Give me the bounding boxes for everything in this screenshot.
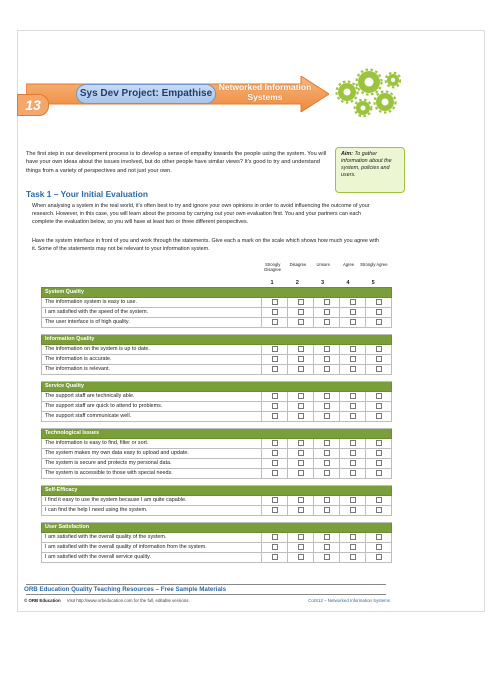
rating-checkbox[interactable]	[350, 440, 356, 446]
rating-checkbox[interactable]	[350, 497, 356, 503]
rating-cell	[262, 355, 288, 365]
rating-checkbox[interactable]	[298, 544, 304, 550]
rating-cell	[262, 533, 288, 543]
rating-cell	[314, 469, 340, 479]
footer-copyright: © ORB Education	[24, 598, 61, 603]
rating-checkbox[interactable]	[272, 450, 278, 456]
rating-checkbox[interactable]	[272, 440, 278, 446]
rating-cell	[288, 506, 314, 516]
rating-cell	[340, 496, 366, 506]
rating-cell	[262, 308, 288, 318]
rating-checkbox[interactable]	[272, 460, 278, 466]
rating-cell	[314, 439, 340, 449]
rating-cell	[262, 318, 288, 328]
rating-checkbox[interactable]	[350, 534, 356, 540]
rating-checkbox[interactable]	[324, 299, 330, 305]
rating-checkbox[interactable]	[272, 366, 278, 372]
gap-cell	[42, 422, 392, 429]
rating-cell	[288, 412, 314, 422]
rating-cell	[366, 469, 392, 479]
rating-checkbox[interactable]	[298, 497, 304, 503]
rating-checkbox[interactable]	[350, 366, 356, 372]
rating-cell	[340, 402, 366, 412]
rating-cell	[314, 308, 340, 318]
rating-checkbox[interactable]	[324, 544, 330, 550]
rating-cell	[314, 543, 340, 553]
rating-checkbox[interactable]	[272, 507, 278, 513]
statement-row	[42, 318, 392, 328]
rating-cell	[262, 298, 288, 308]
rating-checkbox[interactable]	[376, 356, 382, 362]
unit-name: Networked Information Systems	[218, 82, 312, 102]
rating-checkbox[interactable]	[376, 460, 382, 466]
gap-cell	[42, 375, 392, 382]
section-header-row	[42, 523, 392, 533]
rating-checkbox[interactable]	[272, 319, 278, 325]
rating-cell	[366, 412, 392, 422]
statement-text: The system makes my own data easy to upload and update.	[42, 449, 262, 459]
rating-checkbox[interactable]	[272, 497, 278, 503]
rating-checkbox[interactable]	[376, 534, 382, 540]
gears-icon	[333, 68, 401, 120]
rating-checkbox[interactable]	[272, 470, 278, 476]
rating-cell	[262, 496, 288, 506]
rating-checkbox[interactable]	[350, 393, 356, 399]
scale-number: 5	[371, 280, 375, 286]
rating-checkbox[interactable]	[324, 554, 330, 560]
statement-row	[42, 553, 392, 563]
rating-checkbox[interactable]	[350, 507, 356, 513]
rating-cell	[314, 412, 340, 422]
rating-cell	[262, 345, 288, 355]
statement-row	[42, 506, 392, 516]
scale-label: Strongly Disagree	[264, 262, 282, 272]
rating-checkbox[interactable]	[272, 356, 278, 362]
rating-cell	[366, 506, 392, 516]
section-header-row	[42, 486, 392, 496]
rating-checkbox[interactable]	[376, 309, 382, 315]
rating-cell	[314, 365, 340, 375]
section-title: System Quality	[42, 288, 392, 298]
rating-cell	[340, 412, 366, 422]
rating-cell	[288, 298, 314, 308]
rating-checkbox[interactable]	[298, 450, 304, 456]
rating-cell	[262, 543, 288, 553]
scale-label: Unsure	[316, 262, 330, 267]
statement-row	[42, 355, 392, 365]
rating-checkbox[interactable]	[350, 319, 356, 325]
rating-checkbox[interactable]	[324, 470, 330, 476]
rating-cell	[340, 365, 366, 375]
rating-checkbox[interactable]	[376, 403, 382, 409]
statement-row	[42, 533, 392, 543]
rating-cell	[262, 459, 288, 469]
rating-checkbox[interactable]	[324, 460, 330, 466]
rating-checkbox[interactable]	[324, 507, 330, 513]
rating-checkbox[interactable]	[350, 413, 356, 419]
rating-checkbox[interactable]	[350, 299, 356, 305]
statement-text: The support staff are technically able.	[42, 392, 262, 402]
statement-row	[42, 308, 392, 318]
rating-cell	[314, 392, 340, 402]
rating-checkbox[interactable]	[324, 413, 330, 419]
scale-number: 3	[321, 280, 325, 286]
rating-checkbox[interactable]	[324, 346, 330, 352]
statement-text: The information system is easy to use.	[42, 298, 262, 308]
rating-cell	[340, 392, 366, 402]
rating-checkbox[interactable]	[376, 366, 382, 372]
statement-text: The information is accurate.	[42, 355, 262, 365]
scale-number: 1	[270, 280, 274, 286]
rating-cell	[314, 449, 340, 459]
rating-checkbox[interactable]	[324, 497, 330, 503]
scale-label: Agree	[342, 262, 355, 267]
rating-cell	[340, 449, 366, 459]
rating-checkbox[interactable]	[350, 450, 356, 456]
section-header-row	[42, 288, 392, 298]
section-header-row	[42, 335, 392, 345]
rating-cell	[314, 345, 340, 355]
rating-checkbox[interactable]	[350, 554, 356, 560]
rating-checkbox[interactable]	[350, 544, 356, 550]
rating-checkbox[interactable]	[376, 319, 382, 325]
statement-text: The information is relevant.	[42, 365, 262, 375]
rating-cell	[340, 543, 366, 553]
statement-row	[42, 439, 392, 449]
rating-checkbox[interactable]	[324, 450, 330, 456]
section-gap	[42, 328, 392, 335]
rating-checkbox[interactable]	[272, 299, 278, 305]
rating-cell	[288, 469, 314, 479]
rating-checkbox[interactable]	[272, 554, 278, 560]
rating-checkbox[interactable]	[376, 413, 382, 419]
rating-checkbox[interactable]	[324, 440, 330, 446]
rating-cell	[262, 439, 288, 449]
aim-label: Aim:	[341, 151, 353, 157]
rating-cell	[366, 392, 392, 402]
task-paragraph-2: Have the system interface in front of you and work through the statements. Give each a mark on the scale which shows how much you agree with it. Some of the statements may not be relevant to your information system.	[32, 238, 379, 252]
gap-cell	[42, 479, 392, 486]
rating-cell	[340, 345, 366, 355]
rating-checkbox[interactable]	[324, 319, 330, 325]
rating-cell	[288, 355, 314, 365]
rating-cell	[288, 553, 314, 563]
rating-checkbox[interactable]	[350, 460, 356, 466]
aim-box	[335, 147, 405, 193]
rating-cell	[366, 298, 392, 308]
rating-cell	[340, 308, 366, 318]
rating-cell	[262, 412, 288, 422]
rating-cell	[262, 392, 288, 402]
statement-text: The support staff are quick to attend to problems.	[42, 402, 262, 412]
rating-checkbox[interactable]	[376, 346, 382, 352]
rating-cell	[366, 402, 392, 412]
rating-cell	[314, 298, 340, 308]
rating-cell	[366, 449, 392, 459]
rating-checkbox[interactable]	[324, 534, 330, 540]
statement-text: The system is secure and protects my personal data.	[42, 459, 262, 469]
section-gap	[42, 516, 392, 523]
rating-cell	[288, 308, 314, 318]
rating-checkbox[interactable]	[272, 393, 278, 399]
rating-cell	[340, 533, 366, 543]
rating-checkbox[interactable]	[298, 470, 304, 476]
statement-row	[42, 469, 392, 479]
rating-checkbox[interactable]	[376, 440, 382, 446]
footer-title: ORB Education Quality Teaching Resources – Free Sample Materials	[24, 586, 227, 593]
statement-text: I can find the help I need using the system.	[42, 506, 262, 516]
rating-cell	[340, 469, 366, 479]
footer-bar	[24, 598, 394, 603]
rating-cell	[340, 318, 366, 328]
rating-cell	[340, 553, 366, 563]
rating-checkbox[interactable]	[376, 299, 382, 305]
statement-row	[42, 402, 392, 412]
statement-row	[42, 298, 392, 308]
rating-checkbox[interactable]	[324, 356, 330, 362]
rating-cell	[288, 345, 314, 355]
rating-cell	[262, 449, 288, 459]
footer-course-code: CoIS12 – Networked Information Systems	[308, 598, 390, 603]
rating-cell	[314, 459, 340, 469]
statement-text: The system is accessible to those with special needs.	[42, 469, 262, 479]
rating-cell	[262, 553, 288, 563]
rating-cell	[314, 402, 340, 412]
rating-checkbox[interactable]	[324, 393, 330, 399]
rating-checkbox[interactable]	[272, 544, 278, 550]
task-paragraph-1: When analysing a system in the real world, it's often best to try and ignore your own opinions in order to avoid influencing the outcome of your research. However, in this case, you will learn about the process by carrying out your own evaluation first. You and your partners can each complete the evaluation below, so you will have at least two or three different perspectives.	[32, 203, 370, 225]
rating-checkbox[interactable]	[298, 356, 304, 362]
rating-cell	[288, 365, 314, 375]
rating-cell	[288, 449, 314, 459]
rating-cell	[314, 355, 340, 365]
statement-text: I find it easy to use the system because I am quite capable.	[42, 496, 262, 506]
rating-cell	[340, 506, 366, 516]
statement-row	[42, 365, 392, 375]
rating-cell	[288, 439, 314, 449]
rating-cell	[366, 543, 392, 553]
rating-cell	[366, 318, 392, 328]
statement-row	[42, 496, 392, 506]
section-title: Self-Efficacy	[42, 486, 392, 496]
rating-checkbox[interactable]	[298, 554, 304, 560]
statement-row	[42, 449, 392, 459]
rating-checkbox[interactable]	[298, 319, 304, 325]
statement-row	[42, 392, 392, 402]
section-title: User Satisfaction	[42, 523, 392, 533]
section-title: Information Quality	[42, 335, 392, 345]
statement-text: The information on the system is up to date.	[42, 345, 262, 355]
rating-checkbox[interactable]	[298, 366, 304, 372]
rating-checkbox[interactable]	[298, 309, 304, 315]
footer-divider	[26, 584, 386, 585]
section-title: Technological Issues	[42, 429, 392, 439]
statement-text: I am satisfied with the speed of the system.	[42, 308, 262, 318]
statement-text: The information is easy to find, filter or sort.	[42, 439, 262, 449]
statement-text: The support staff communicate well.	[42, 412, 262, 422]
statement-row	[42, 459, 392, 469]
rating-cell	[262, 365, 288, 375]
rating-checkbox[interactable]	[272, 309, 278, 315]
rating-checkbox[interactable]	[272, 346, 278, 352]
rating-checkbox[interactable]	[298, 440, 304, 446]
rating-checkbox[interactable]	[298, 346, 304, 352]
section-gap	[42, 422, 392, 429]
page-title: Sys Dev Project: Empathise	[76, 84, 216, 104]
rating-checkbox[interactable]	[376, 450, 382, 456]
section-gap	[42, 479, 392, 486]
section-gap	[42, 375, 392, 382]
rating-checkbox[interactable]	[272, 403, 278, 409]
rating-cell	[314, 553, 340, 563]
rating-cell	[288, 459, 314, 469]
rating-cell	[340, 298, 366, 308]
scale-number: 2	[295, 280, 299, 286]
rating-cell	[340, 439, 366, 449]
rating-cell	[366, 459, 392, 469]
statement-text: I am satisfied with the overall quality of information from the system.	[42, 543, 262, 553]
rating-cell	[262, 402, 288, 412]
rating-cell	[288, 318, 314, 328]
footer-divider	[26, 594, 386, 595]
rating-checkbox[interactable]	[324, 403, 330, 409]
rating-cell	[314, 318, 340, 328]
rating-checkbox[interactable]	[324, 309, 330, 315]
scale-label: Strongly Agree	[360, 262, 388, 267]
rating-cell	[340, 459, 366, 469]
statement-row	[42, 543, 392, 553]
rating-checkbox[interactable]	[298, 393, 304, 399]
rating-checkbox[interactable]	[376, 507, 382, 513]
intro-text: The first step in our development process is to develop a sense of empathy towards the people using the system. You will have your own ideas about the issues involved, but do other people have similar views? It's good to try and understand things from a variety of perspectives and not just your own.	[26, 151, 327, 174]
gap-cell	[42, 328, 392, 335]
rating-cell	[366, 355, 392, 365]
rating-cell	[366, 533, 392, 543]
rating-cell	[288, 392, 314, 402]
rating-checkbox[interactable]	[376, 393, 382, 399]
statement-text: The user interface is of high quality.	[42, 318, 262, 328]
rating-cell	[262, 469, 288, 479]
rating-checkbox[interactable]	[298, 507, 304, 513]
rating-checkbox[interactable]	[298, 534, 304, 540]
rating-cell	[314, 506, 340, 516]
rating-checkbox[interactable]	[298, 460, 304, 466]
rating-checkbox[interactable]	[272, 413, 278, 419]
statement-row	[42, 345, 392, 355]
rating-cell	[366, 439, 392, 449]
rating-cell	[288, 402, 314, 412]
rating-cell	[366, 496, 392, 506]
rating-cell	[340, 355, 366, 365]
rating-checkbox[interactable]	[350, 403, 356, 409]
statement-row	[42, 412, 392, 422]
scale-label: Disagree	[289, 262, 307, 267]
rating-cell	[366, 308, 392, 318]
rating-checkbox[interactable]	[298, 403, 304, 409]
gap-cell	[42, 516, 392, 523]
rating-cell	[366, 365, 392, 375]
rating-checkbox[interactable]	[376, 554, 382, 560]
scale-number: 4	[346, 280, 350, 286]
rating-cell	[366, 345, 392, 355]
rating-checkbox[interactable]	[376, 497, 382, 503]
section-header-row	[42, 382, 392, 392]
rating-cell	[314, 533, 340, 543]
unit-number-badge: 13	[17, 94, 49, 116]
task-heading: Task 1 – Your Initial Evaluation	[26, 189, 148, 199]
rating-checkbox[interactable]	[298, 299, 304, 305]
rating-checkbox[interactable]	[350, 309, 356, 315]
section-title: Service Quality	[42, 382, 392, 392]
section-header-row	[42, 429, 392, 439]
rating-checkbox[interactable]	[324, 366, 330, 372]
rating-checkbox[interactable]	[376, 470, 382, 476]
rating-cell	[288, 543, 314, 553]
survey-table	[41, 287, 392, 563]
rating-cell	[314, 496, 340, 506]
rating-cell	[288, 533, 314, 543]
statement-text: I am satisfied with the overall service quality.	[42, 553, 262, 563]
aim-text: To gather information about the system, policies and users.	[341, 151, 392, 178]
rating-cell	[288, 496, 314, 506]
footer-visit-link[interactable]: Visit http://www.orbeducation.com for the full, editable versions.	[66, 598, 190, 603]
statement-text: I am satisfied with the overall quality of the system.	[42, 533, 262, 543]
rating-checkbox[interactable]	[298, 413, 304, 419]
rating-checkbox[interactable]	[376, 544, 382, 550]
rating-cell	[262, 506, 288, 516]
rating-checkbox[interactable]	[272, 534, 278, 540]
rating-checkbox[interactable]	[350, 356, 356, 362]
rating-checkbox[interactable]	[350, 346, 356, 352]
rating-checkbox[interactable]	[350, 470, 356, 476]
rating-cell	[366, 553, 392, 563]
